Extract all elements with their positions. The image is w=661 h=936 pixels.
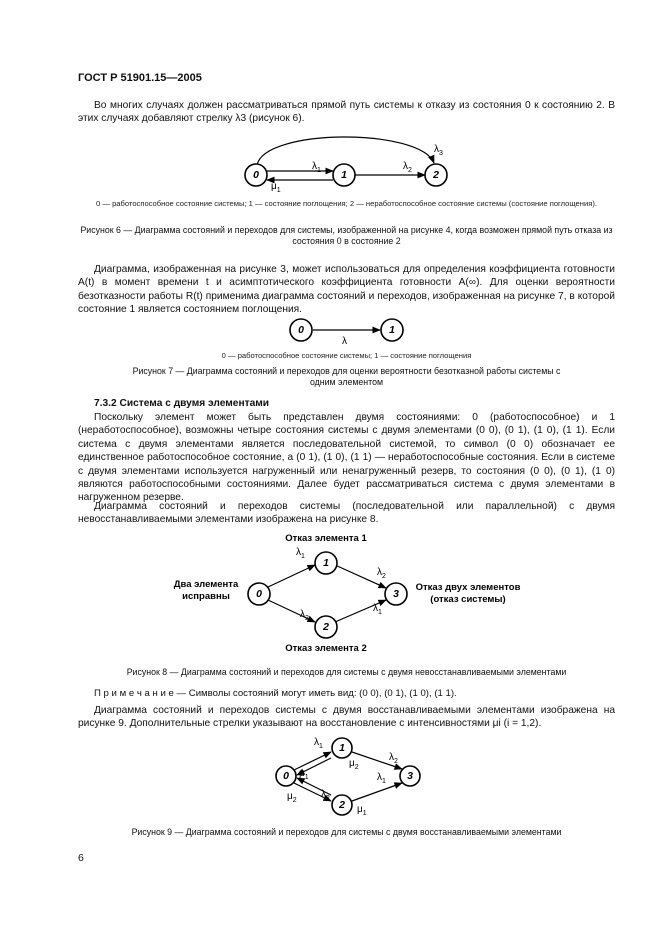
- fig8-label-left-1: Два элемента: [173, 579, 239, 590]
- fig9-arrow-2-3: [352, 783, 402, 801]
- paragraph-5: Диаграмма состояний и переходов системы с двумя восстанавливаемыми элементами изображена на рисунке 9. Дополнительные стрелки указывают на восстановление с интенсивностями μi (i = 1,2).: [78, 705, 615, 730]
- figure-9-caption: Рисунок 9 — Диаграмма состояний и переходов для системы с двумя восстанавливаемыми элементами: [131, 827, 562, 837]
- figure-6-caption: Рисунок 6 — Диаграмма состояний и переходов для системы, изображенной на рисунке 4, когда возможен прямой путь отказа из состояния 0 в состояние 2: [80, 225, 613, 247]
- fig8-node-1-label: 1: [323, 557, 329, 569]
- fig6-lambda3: $\lambda_3$: [434, 144, 443, 157]
- fig9-node-3-label: 3: [407, 770, 413, 782]
- fig8-label-bottom: Отказ элемента 2: [285, 643, 367, 654]
- fig8-node-2-label: 2: [323, 621, 329, 633]
- paragraph-2: Диаграмма, изображенная на рисунке 3, может использоваться для определения коэффициента готовности A(t) в момент времени t и асимптотического коэффициента готовности A(∞). Для оценки вероятности безотказности работы R(t) применима диаграмма состояний и переходов, изображенная на рисунке 7, в которой состояние 1 является состоянием поглощения.: [78, 264, 615, 316]
- fig9-mu1-bottom: $\mu_1$: [357, 804, 367, 817]
- fig9-node-0: [276, 766, 296, 786]
- fig8-lambda2-left: $\lambda_2$: [300, 609, 309, 622]
- fig9-node-1: [332, 738, 352, 758]
- fig9-mu1-left: $\mu_1$: [299, 768, 309, 781]
- fig7-node-1-label: 1: [389, 324, 395, 336]
- fig9-mu2-left: $\mu_2$: [287, 791, 297, 804]
- document-header: ГОСТ Р 51901.15—2005: [78, 72, 202, 84]
- figure-7-caption: Рисунок 7 — Диаграмма состояний и переходов для оценки вероятности безотказной работы системы с одним элементом: [132, 366, 561, 388]
- fig8-node-0-label: 0: [256, 588, 262, 600]
- fig6-lambda2: $\lambda_2$: [403, 161, 412, 174]
- section-heading: 7.3.2 Система с двумя элементами: [94, 398, 270, 409]
- fig6-node-2-label: 2: [433, 169, 439, 181]
- fig8-label-top: Отказ элемента 1: [285, 533, 367, 544]
- fig8-lambda1: $\lambda_1$: [296, 547, 305, 560]
- fig6-node-1-label: 1: [341, 169, 347, 181]
- fig8-node-3-label: 3: [393, 588, 399, 600]
- note: П р и м е ч а н и е — Символы состояний могут иметь вид: (0 0), (0 1), (1 0), (1 1).: [94, 688, 457, 699]
- fig9-node-1-label: 1: [339, 742, 345, 754]
- fig7-lambda: λ: [342, 336, 347, 347]
- fig9-lambda2-bottom: $\lambda_2$: [321, 789, 330, 802]
- fig9-lambda2-right: $\lambda_2$: [389, 752, 398, 765]
- fig6-lambda1: $\lambda_1$: [312, 161, 321, 174]
- fig8-lambda2-right: $\lambda_2$: [377, 567, 386, 580]
- fig8-lambda1-bottom: $\lambda_1$: [373, 603, 382, 616]
- fig8-label-left-2: исправны: [182, 591, 230, 602]
- fig6-node-0-label: 0: [253, 169, 259, 181]
- fig9-lambda1-right: $\lambda_1$: [377, 772, 386, 785]
- fig8-label-right-2: (отказ системы): [430, 594, 506, 605]
- paragraph-1: Во многих случаях должен рассматриваться прямой путь системы к отказу из состояния 0 к состоянию 2. В этих случаях добавляют стрелку λ3 (рисунок 6).: [78, 100, 615, 125]
- fig9-node-2: [332, 795, 352, 815]
- fig6-mu1: $\mu_1$: [271, 181, 281, 194]
- fig9-node-0-label: 0: [283, 770, 289, 782]
- fig9-mu2-center: $\mu_2$: [349, 758, 359, 771]
- fig7-node-0-label: 0: [298, 324, 304, 336]
- figure-7-legend: 0 — работоспособное состояние системы; 1 — состояние поглощения: [221, 351, 472, 360]
- paragraph-4: Диаграмма состояний и переходов системы (последовательной или параллельной) с двумя невосстанавливаемыми элементами изображена на рисунке 8.: [78, 501, 615, 526]
- figure-8-caption: Рисунок 8 — Диаграмма состояний и переходов для системы с двумя невосстанавливаемыми элементами: [126, 667, 567, 677]
- figure-6-legend: 0 — работоспособное состояние системы; 1 — состояние поглощения; 2 — неработоспособное состояние системы (состояние поглощения).: [96, 199, 597, 208]
- fig9-node-3: [400, 766, 420, 786]
- page-number: 6: [78, 852, 84, 864]
- fig8-label-right-1: Отказ двух элементов: [415, 582, 521, 593]
- paragraph-3: Поскольку элемент может быть представлен двумя состояниями: 0 (работоспособное) и 1 (неработоспособное), возможны четыре состояния системы с двумя элементами (0 0), (0 1), (1 0), (1 1). Если система с двумя элементами является последовательной системой, то символ (0 0) обозначает ее единственное работоспособное состояние, а (0 1), (1 0), (1 1) — неработоспособные состояния. Если в системе с двумя элементами используется нагруженный или ненагруженный резерв, то состояния (0 0), (0 1), (1 0) являются работоспособными состояниями. Далее будет рассматриваться система с двумя элементами в нагруженном резерве.: [78, 412, 615, 504]
- fig9-node-2-label: 2: [339, 799, 345, 811]
- fig9-lambda1: $\lambda_1$: [314, 737, 323, 750]
